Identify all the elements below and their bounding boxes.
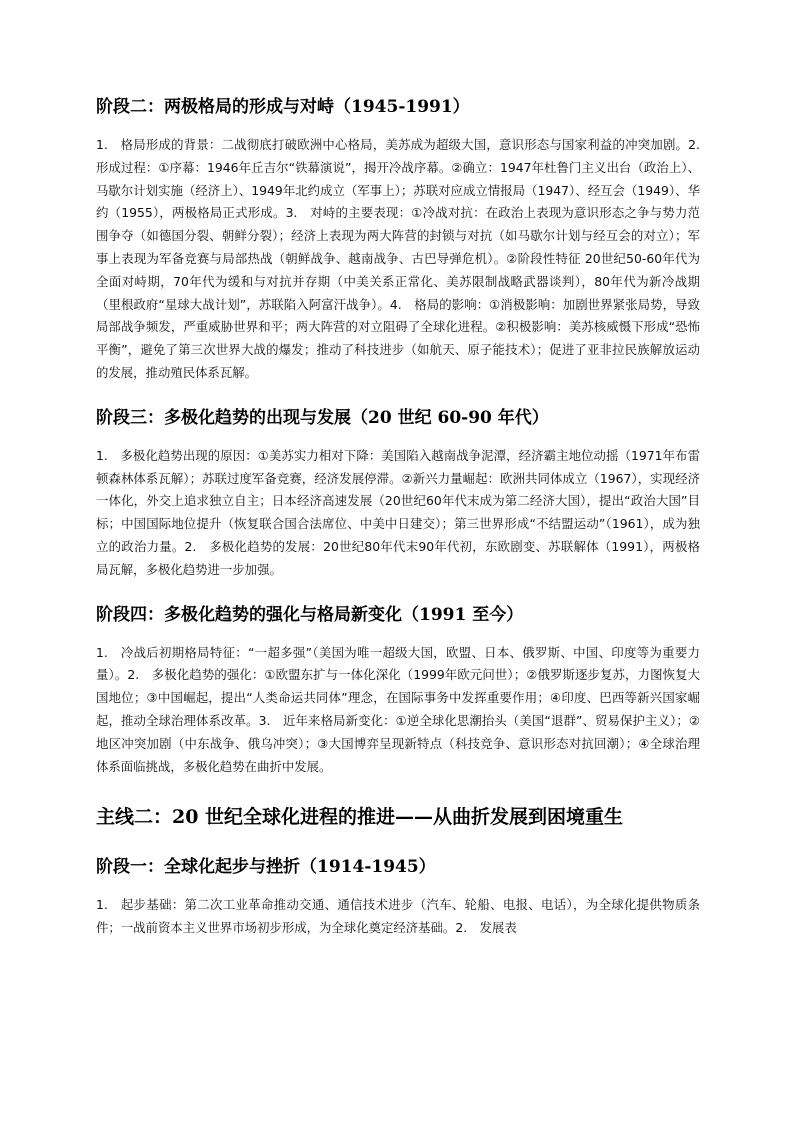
section-body-stage-2: 1. 格局形成的背景：二战彻底打破欧洲中心格局，美苏成为超级大国，意识形态与国家利益的冲突加剧。2. 形成过程：①序幕：1946年丘吉尔“铁幕演说”，揭开冷战序幕。②确立：1947年杜鲁门主义出台（政治上）、马歇尔计划实施（经济上）、1949年北约成立（军事上）；苏联对应成立情报局（1947）、经互会（1949）、华约（1955），两极格局正式形成。3. 对峙的主要表现：①冷战对抗：在政治上表现为意识形态之争与势力范围争夺（如德国分裂、朝鲜分裂）；经济上表现为两大阵营的封锁与对抗（如马歇尔计划与经互会的对立）；军事上表现为军备竞赛与局部热战（朝鲜战争、越南战争、古巴导弹危机）。②阶段性特征 20世纪50-60年代为全面对峙期，70年代为缓和与对抗并存期（中美关系正常化、美苏限制战略武器谈判），80年代为新冷战期（里根政府“星球大战计划”，苏联陷入阿富汗战争）。4. 格局的影响：①消极影响：加剧世界紧张局势，导致局部战争频发，严重威胁世界和平；两大阵营的对立阻碍了全球化进程。②积极影响：美苏核威慑下形成“恐怖平衡”，避免了第三次世界大战的爆发；推动了科技进步（如航天、原子能技术）；促进了亚非拉民族解放运动的发展，推动殖民体系瓦解。 [96, 137, 713, 380]
thread-heading-2: 主线二：20 世纪全球化进程的推进——从曲折发展到困境重生 [96, 806, 624, 829]
section-body-stage-3: 1. 多极化趋势出现的原因：①美苏实力相对下降：美国陷入越南战争泥潭，经济霸主地位动摇（1971年布雷顿森林体系瓦解）；苏联过度军备竞赛，经济发展停滞。②新兴力量崛起：欧洲共同体成立（1967），实现经济一体化，外交上追求独立自主；日本经济高速发展（20世纪60年代末成为第二经济大国），提出“政治大国”目标；中国国际地位提升（恢复联合国合法席位、中美中日建交）；第三世界形成“不结盟运动”（1961），成为独立的政治力量。2. 多极化趋势的发展：20世纪80年代末90年代初，东欧剧变、苏联解体（1991），两极格局瓦解，多极化趋势进一步加强。 [96, 447, 700, 577]
section-heading-stage-1: 阶段一：全球化起步与挫折（1914-1945） [96, 857, 436, 878]
section-heading-stage-2: 阶段二：两极格局的形成与对峙（1945-1991） [96, 97, 470, 117]
section-body-stage-1: 1. 起步基础：第二次工业革命推动交通、通信技术进步（汽车、轮船、电报、电话），为全球化提供物质条件；一战前资本主义世界市场初步形成，为全球化奠定经济基础。2. 发展表 [96, 897, 700, 936]
section-body-stage-4: 1. 冷战后初期格局特征：“一超多强”（美国为唯一超级大国，欧盟、日本、俄罗斯、中国、印度等为重要力量）。2. 多极化趋势的强化：①欧盟东扩与一体化深化（1999年欧元问世）；②俄罗斯逐步复苏，力图恢复大国地位；③中国崛起，提出“人类命运共同体”理念，在国际事务中发挥重要作用；④印度、巴西等新兴国家崛起，推动全球治理体系改革。3. 近年来格局新变化：①逆全球化思潮抬头（美国“退群”、贸易保护主义）；②地区冲突加剧（中东战争、俄乌冲突）；③大国博弈呈现新特点（科技竞争、意识形态对抗回潮）；④全球治理体系面临挑战，多极化趋势在曲折中发展。 [96, 644, 700, 774]
document-page [96, 92, 713, 940]
section-heading-stage-4: 阶段四：多极化趋势的强化与格局新变化（1991 至今） [96, 604, 524, 625]
section-heading-stage-3: 阶段三：多极化趋势的出现与发展（20 世纪 60-90 年代） [96, 407, 549, 428]
